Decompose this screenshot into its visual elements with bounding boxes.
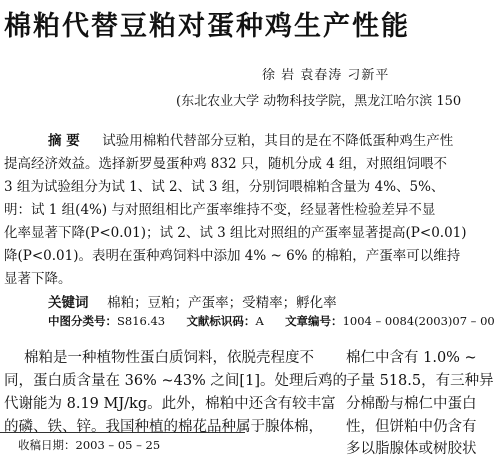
paper-authors: 徐 岩 袁春涛 刁新平 [262,68,390,83]
article-number-label: 文章编号： [285,314,343,328]
abstract-line: 显著下降。 [4,271,72,287]
abstract-line: 化率显著下降(P<0.01)；试 2、试 3 组比对照组的产蛋率显著提高(P<0.01) [4,225,467,241]
paper-title: 棉粕代替豆粕对蛋种鸡生产性能 [4,11,410,42]
clc-label: 中图分类号： [48,314,117,328]
body-line: 代谢能为 8.19 MJ/kg。此外，棉粕中还含有较丰富 [4,396,336,412]
keywords-label: 关键词 [48,295,89,311]
abstract-line: 试验用棉粕代替部分豆粕，其目的是在不降低蛋种鸡生产性 [102,133,454,149]
footnote-rule [0,432,245,433]
body-line: 分棉酚与棉仁中蛋白 [346,396,477,412]
paper-affiliation: (东北农业大学 动物科技学院，黑龙江哈尔滨 150 [176,94,462,109]
body-line: 的磷、铁、锌。我国种植的棉花品种属于腺体棉， [4,419,323,435]
abstract-line: 3 组为试验组分为试 1、试 2、试 3 组，分别饲喂棉粕含量为 4%、5%、 [4,179,445,195]
abstract-line: 明：试 1 组(4%) 与对照组相比产蛋率维持不变，经显著性检验差异不显 [4,202,436,218]
body-line: 棉粕是一种植物性蛋白质饲料，依脱壳程度不 [24,350,314,366]
clc-value: S816.43 [117,314,166,328]
body-line: 性，但饼粕中仍含有 [346,419,477,435]
body-line: 同，蛋白质含量在 36% ~43% 之间[1]。处理后鸡的 [4,373,347,389]
body-line: 子量 518.5，有三种异 [346,373,494,389]
doc-code-label: 文献标识码： [186,314,256,328]
received-date-footnote: 收稿日期：2003 – 05 – 25 [18,438,161,452]
keywords [48,291,337,311]
abstract-line: 降(P<0.01)。表明在蛋种鸡饲料中添加 4% ~ 6% 的棉粕，产蛋率可以维持 [4,248,461,264]
article-number-value: 1004 – 0084(2003)07 – 00 [342,314,495,328]
keywords-text: 棉粕；豆粕；产蛋率；受精率；孵化率 [107,295,337,311]
body-line: 棉仁中含有 1.0% ~ [346,350,477,366]
doc-code-value: A [255,314,264,328]
abstract-line: 提高经济效益。选择新罗曼蛋种鸡 832 只，随机分成 4 组，对照组饲喂不 [4,156,448,172]
body-line: 多以脂腺体或树胶状 [346,441,477,457]
classification-line [48,313,495,329]
abstract-label: 摘 要 [48,133,80,149]
